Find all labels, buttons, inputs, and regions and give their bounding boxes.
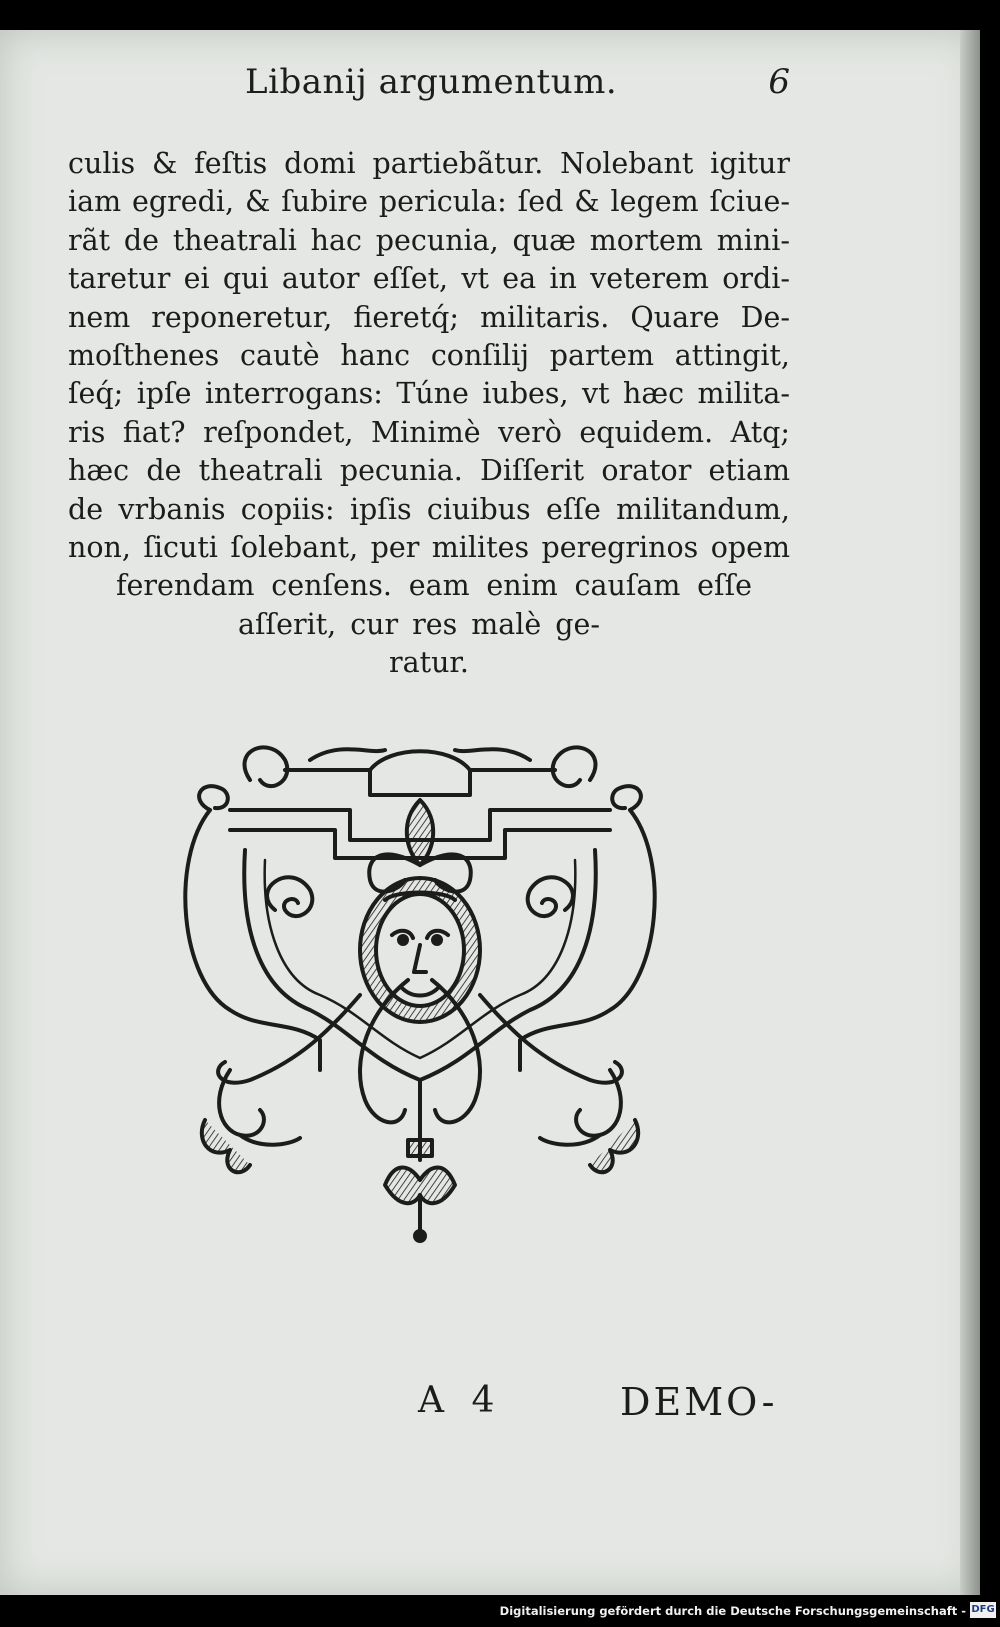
text-line: moſthenes cautè hanc conſilij partem attingit, — [68, 338, 790, 372]
text-line: iam egredi, & ſubire pericula: ſed & legem ſciue- — [68, 185, 790, 219]
text-line: ratur. — [389, 646, 469, 680]
text-line: ſeq́; ipſe interrogans: Túne iubes, vt hæc milita- — [68, 377, 790, 411]
page-edge — [960, 30, 980, 1595]
dfg-logo: DFG — [970, 1602, 996, 1618]
page-number: 6 — [768, 62, 790, 102]
text-line: de vrbanis copiis: ipſis ciuibus eſſe militandum, — [68, 492, 790, 526]
text-line: rãt de theatrali hac pecunia, quæ mortem mini- — [68, 223, 790, 257]
catchword: DEMO- — [620, 1380, 778, 1424]
text-line: hæc de theatrali pecunia. Diſſerit orator etiam — [68, 454, 790, 488]
running-title: Libanij argumentum. — [245, 62, 618, 102]
signature-mark: A 4 — [418, 1380, 503, 1421]
text-line: aſſerit, cur res malè ge- — [238, 607, 600, 641]
text-line: culis & feſtis domi partiebãtur. Nolebant igitur — [68, 147, 790, 180]
page-header — [245, 62, 790, 112]
text-line: ferendam cenſens. eam enim cauſam eſſe — [116, 569, 752, 603]
text-line: ris fiat? reſpondet, Minimè verò equidem. Atq; — [68, 415, 790, 449]
text-line: non, ſicuti ſolebant, per milites peregrinos opem — [68, 530, 790, 564]
dfg-credit-text: Digitalisierung gefördert durch die Deutsche Forschungsgemeinschaft - — [499, 1604, 966, 1618]
body-text — [68, 145, 790, 682]
page-footer — [0, 1380, 980, 1430]
woodcut-mask-ornament-icon — [170, 740, 670, 1280]
credit-bar — [0, 1595, 1000, 1627]
text-line: nem reponeretur, fieretq́; militaris. Quare De- — [68, 300, 790, 334]
text-line: taretur ei qui autor eſſet, vt ea in veterem ordi- — [68, 262, 790, 296]
